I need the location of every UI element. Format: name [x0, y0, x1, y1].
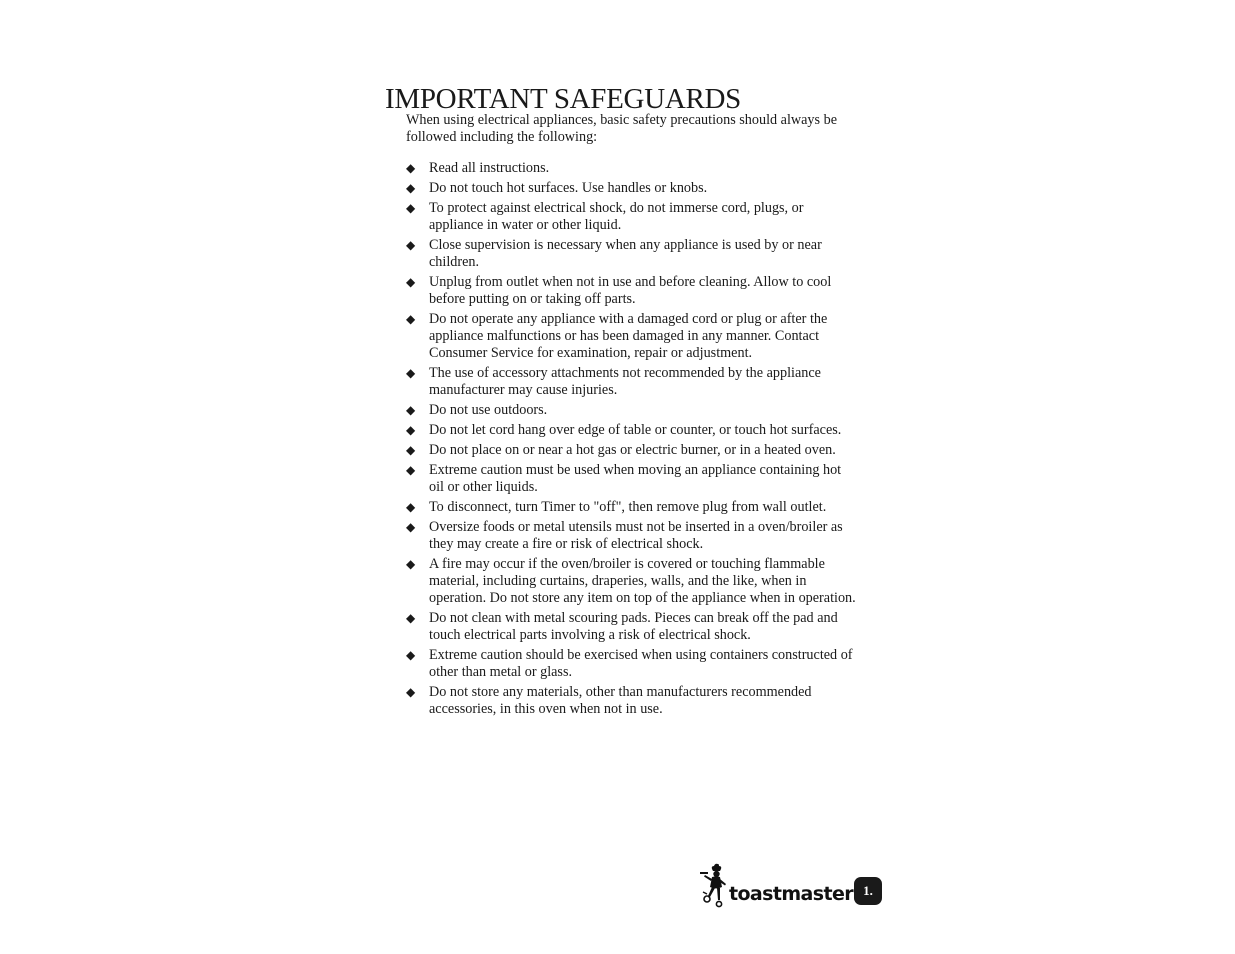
list-item-text: Unplug from outlet when not in use and before cleaning. Allow to cool before putting on or taking off parts.: [429, 274, 832, 307]
diamond-bullet-icon: ◆: [406, 443, 416, 457]
page-title: IMPORTANT SAFEGUARDS: [385, 83, 741, 115]
list-item: [405, 442, 857, 459]
diamond-bullet-icon: ◆: [406, 423, 416, 437]
diamond-bullet-icon: ◆: [406, 557, 416, 571]
list-item: [405, 237, 857, 271]
diamond-bullet-icon: ◆: [406, 685, 416, 699]
diamond-bullet-icon: ◆: [406, 611, 416, 625]
list-item-text: Extreme caution must be used when moving an appliance containing hot oil or other liquids.: [429, 462, 842, 495]
list-item: [405, 180, 857, 197]
list-item-text: Do not use outdoors.: [429, 402, 548, 418]
diamond-bullet-icon: ◆: [406, 648, 416, 662]
list-item-text: Do not operate any appliance with a damaged cord or plug or after the appliance malfunctions or has been damaged in any manner. Contact Consumer Service for examination, repair or adjustment.: [429, 311, 828, 361]
diamond-bullet-icon: ◆: [406, 275, 416, 289]
page-number-badge: [854, 877, 882, 905]
list-item-text: Do not touch hot surfaces. Use handles or knobs.: [429, 180, 708, 196]
list-item-text: Do not place on or near a hot gas or electric burner, or in a heated oven.: [429, 442, 836, 458]
list-item-text: Do not clean with metal scouring pads. Pieces can break off the pad and touch electrical parts involving a risk of electrical shock.: [429, 610, 838, 643]
list-item-text: Read all instructions.: [429, 160, 550, 176]
list-item: [405, 519, 857, 553]
list-item-text: Extreme caution should be exercised when using containers constructed of other than metal or glass.: [429, 647, 853, 680]
list-item-text: The use of accessory attachments not recommended by the appliance manufacturer may cause injuries.: [429, 365, 821, 398]
diamond-bullet-icon: ◆: [406, 500, 416, 514]
list-item: [405, 160, 857, 177]
intro-paragraph: When using electrical appliances, basic safety precautions should always be followed including the following:: [406, 112, 837, 145]
list-item-text: A fire may occur if the oven/broiler is covered or touching flammable material, including curtains, draperies, walls, and the like, when in operation. Do not store any item on top of the appliance when in operation.: [429, 556, 856, 606]
diamond-bullet-icon: ◆: [406, 238, 416, 252]
diamond-bullet-icon: ◆: [406, 201, 416, 215]
list-item: [405, 556, 857, 607]
list-item: [405, 462, 857, 496]
diamond-bullet-icon: ◆: [406, 312, 416, 326]
safeguards-list: [405, 160, 857, 721]
diamond-bullet-icon: ◆: [406, 181, 416, 195]
page-number: 1.: [863, 883, 873, 898]
list-item-text: Do not let cord hang over edge of table or counter, or touch hot surfaces.: [429, 422, 842, 438]
list-item: [405, 365, 857, 399]
list-item: [405, 274, 857, 308]
list-item: [405, 684, 857, 718]
list-item: [405, 422, 857, 439]
list-item-text: To disconnect, turn Timer to "off", then remove plug from wall outlet.: [429, 499, 827, 515]
list-item: [405, 610, 857, 644]
logo-wordmark: toastmaster: [729, 883, 854, 905]
list-item: [405, 311, 857, 362]
list-item: [405, 499, 857, 516]
diamond-bullet-icon: ◆: [406, 520, 416, 534]
list-item: [405, 402, 857, 419]
diamond-bullet-icon: ◆: [406, 403, 416, 417]
toastmaster-chef-icon: [699, 862, 731, 908]
list-item-text: Do not store any materials, other than manufacturers recommended accessories, in this oven when not in use.: [429, 684, 812, 717]
diamond-bullet-icon: ◆: [406, 463, 416, 477]
brand-logo: [699, 862, 860, 908]
list-item: [405, 647, 857, 681]
list-item: [405, 200, 857, 234]
diamond-bullet-icon: ◆: [406, 161, 416, 175]
list-item-text: To protect against electrical shock, do not immerse cord, plugs, or appliance in water or other liquid.: [429, 200, 804, 233]
list-item-text: Close supervision is necessary when any appliance is used by or near children.: [429, 237, 822, 270]
list-item-text: Oversize foods or metal utensils must not be inserted in a oven/broiler as they may create a fire or risk of electrical shock.: [429, 519, 843, 552]
diamond-bullet-icon: ◆: [406, 366, 416, 380]
